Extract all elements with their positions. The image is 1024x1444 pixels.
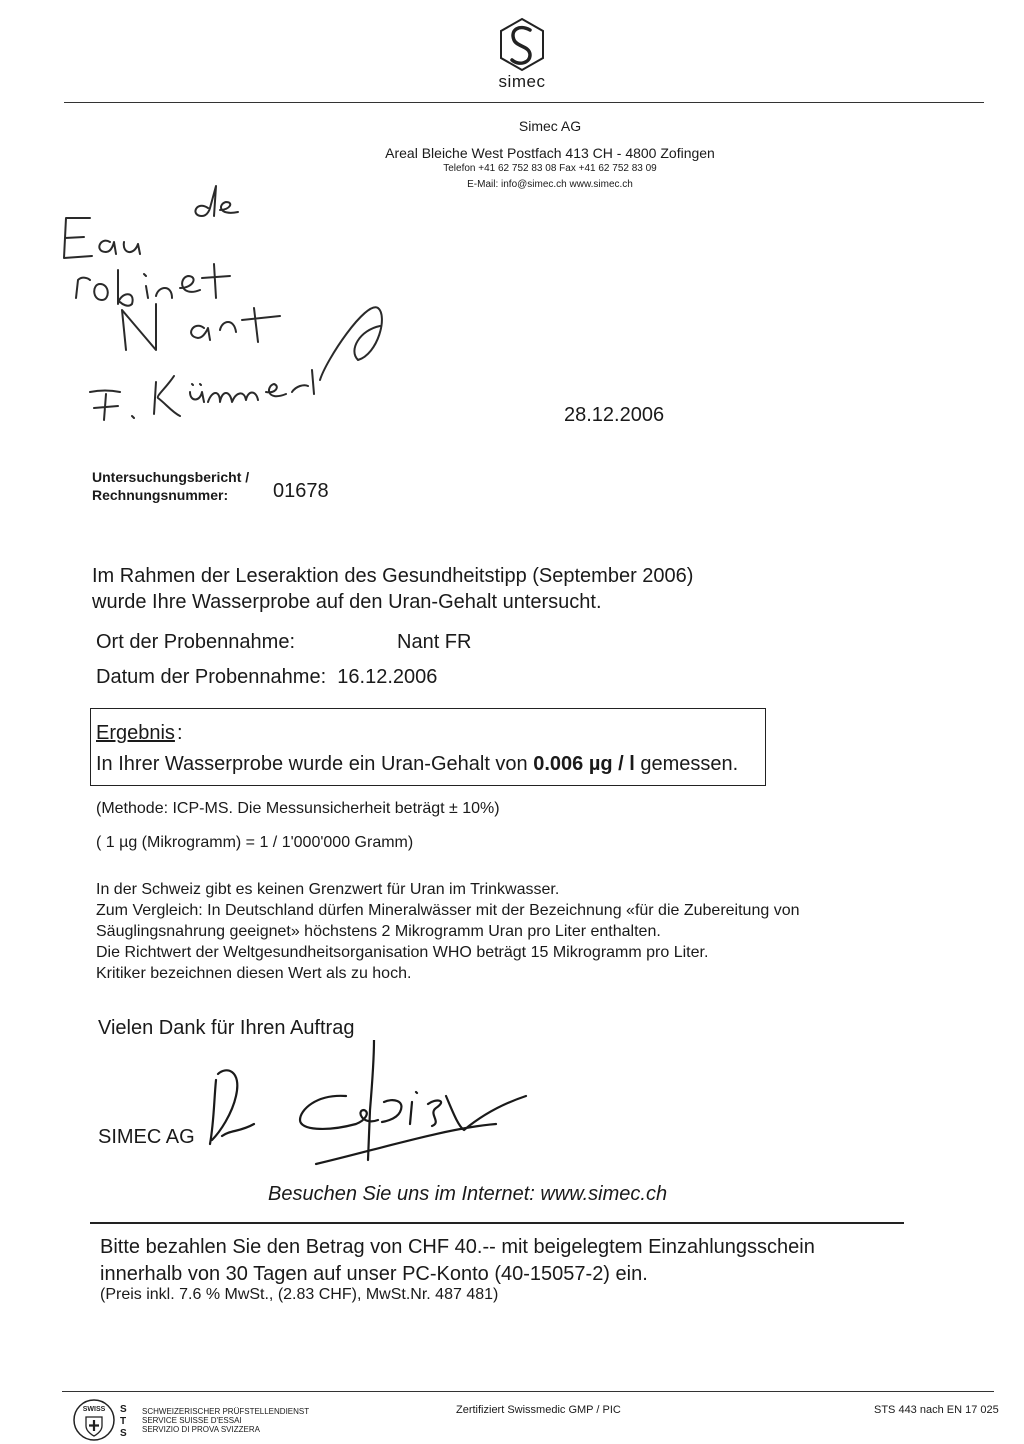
vat-note: (Preis inkl. 7.6 % MwSt., (2.83 CHF), MwSt.Nr. 487 481) [100,1286,499,1303]
sts-letter: S [120,1428,127,1439]
header-divider [64,102,984,103]
handwritten-signature [196,1040,536,1180]
result-heading [96,722,175,745]
logo-wordmark: simec [498,72,546,91]
sts-letters [120,1404,127,1440]
payment-line: Bitte bezahlen Sie den Betrag von CHF 40.-- mit beigelegtem Einzahlungsschein [100,1236,815,1258]
info-line: Kritiker bezeichnen diesen Wert als zu hoch. [96,965,412,982]
report-label [92,468,249,504]
website-line: Besuchen Sie uns im Internet: www.simec.ch [268,1183,668,1205]
service-lines [142,1407,309,1434]
payment-instructions [100,1234,815,1288]
report-number: 01678 [273,480,329,502]
report-label-line1: Untersuchungsbericht / [92,469,250,485]
signature-company: SIMEC AG [98,1126,195,1148]
result-heading-colon: : [177,722,183,744]
info-line: Säuglingsnahrung geeignet» höchstens 2 Mikrogramm Uran pro Liter enthalten. [96,923,661,940]
method-note: (Methode: ICP-MS. Die Messunsicherheit beträgt ± 10%) [96,800,500,817]
result-text-after: gemessen. [634,753,739,775]
result-text [96,753,738,776]
result-heading-text: Ergebnis [96,722,175,744]
result-text-before: In Ihrer Wasserprobe wurde ein Uran-Gehalt von [96,753,534,775]
service-line: SERVIZIO DI PROVA SVIZZERA [142,1425,260,1434]
simec-hexagon-icon [497,16,547,74]
sample-date-label: Datum der Probennahme: [96,666,327,688]
service-line: SERVICE SUISSE D'ESSAI [142,1416,242,1425]
sts-letter: T [120,1416,127,1427]
intro-paragraph [92,563,693,615]
sts-letter: S [120,1404,127,1415]
location-label: Ort der Probennahme: [96,631,295,653]
company-address: Areal Bleiche West Postfach 413 CH - 4800 Zofingen [385,145,715,161]
report-date: 28.12.2006 [564,404,665,426]
info-line: Zum Vergleich: In Deutschland dürfen Mineralwässer mit der Bezeichnung «für die Zubereitung von [96,902,800,919]
microgram-note: ( 1 µg (Mikrogramm) = 1 / 1'000'000 Gramm) [96,834,414,851]
payment-line: innerhalb von 30 Tagen auf unser PC-Konto (40-15057-2) ein. [100,1263,648,1285]
company-telephone: Telefon +41 62 752 83 08 Fax +41 62 752 83 09 [443,163,657,174]
service-line: SCHWEIZERISCHER PRÜFSTELLENDIENST [142,1407,310,1416]
report-label-line2: Rechnungsnummer: [92,487,229,503]
company-logo [496,16,548,92]
result-value: 0.006 µg / l [533,753,635,775]
thanks-line: Vielen Dank für Ihren Auftrag [98,1017,355,1039]
accreditation-note: STS 443 nach EN 17 025 [874,1404,999,1416]
location-value: Nant FR [397,631,472,653]
info-line: In der Schweiz gibt es keinen Grenzwert für Uran im Trinkwasser. [96,881,560,898]
certification-note: Zertifiziert Swissmedic GMP / PIC [456,1404,621,1416]
footer-divider [62,1391,994,1392]
sample-date [96,666,437,689]
sample-date-value: 16.12.2006 [337,666,438,688]
company-email-web: E-Mail: info@simec.ch www.simec.ch [467,179,633,190]
info-paragraph [96,879,799,984]
info-line: Die Richtwert der Weltgesundheitsorganisation WHO beträgt 15 Mikrogramm pro Liter. [96,944,709,961]
swiss-accreditation-seal [72,1398,116,1442]
handwritten-note [48,180,428,430]
intro-line: wurde Ihre Wasserprobe auf den Uran-Gehalt untersucht. [92,591,602,613]
company-name: Simec AG [518,118,582,134]
payment-divider [90,1222,904,1224]
seal-text: SWISS [82,1406,106,1413]
intro-line: Im Rahmen der Leseraktion des Gesundheitstipp (September 2006) [92,565,694,587]
